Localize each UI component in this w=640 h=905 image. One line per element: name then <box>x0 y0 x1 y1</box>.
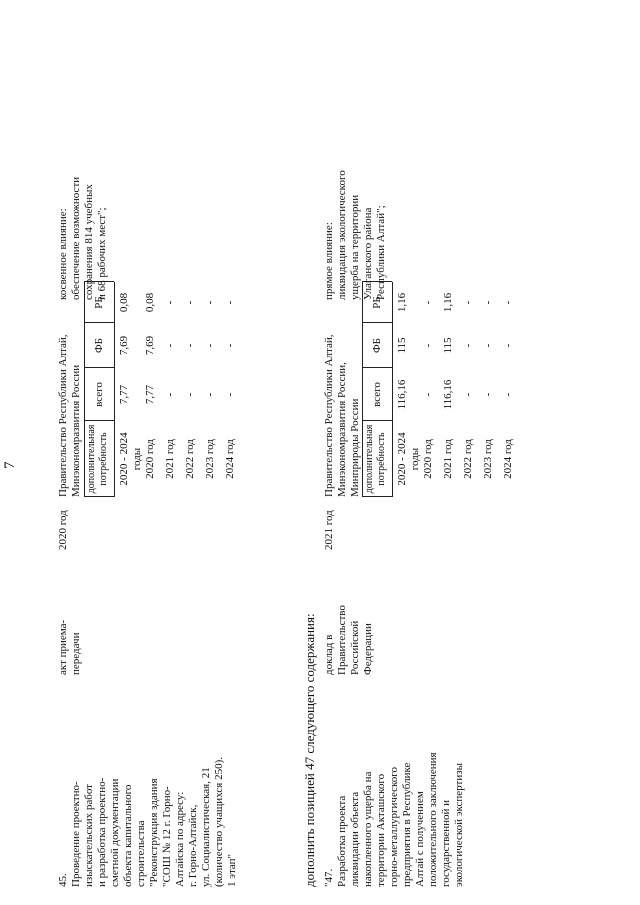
row47-rb-cell: - <box>502 300 514 305</box>
row45-total-cell: 7,77 <box>118 384 130 405</box>
row47-exec-line: Правительство Республики Алтай, <box>323 334 335 497</box>
row45-effect-line: обеспечение возможности <box>70 176 82 300</box>
row47-rb-cell: - <box>462 300 474 305</box>
row47-fb-header: ФБ <box>371 338 383 354</box>
row45-rb-cell: - <box>164 300 176 305</box>
row45-number-clean: 45. <box>57 873 69 887</box>
row45-exec-line: Минэкономразвития России <box>70 364 82 497</box>
row45-exec-line: Правительство Республики Алтай, <box>57 334 69 497</box>
row45-period: 2020 год <box>144 439 156 479</box>
row47-fb-cell: 115 <box>396 337 408 354</box>
row45-fb-cell: 7,69 <box>118 335 130 356</box>
row47-doc-line: Федерации <box>362 623 374 675</box>
row47-fb-cell: 115 <box>442 337 454 354</box>
row47-exec-line: Минэкономразвития России, <box>336 362 348 497</box>
row45-line: г. Горно-Алтайск, <box>187 804 199 887</box>
row47-fb-cell: - <box>422 343 434 348</box>
row47-fb-cell: - <box>462 343 474 348</box>
row45-total-cell: - <box>224 392 236 397</box>
row47-fb-cell: - <box>502 343 514 348</box>
row45-line: Проведение проектно- <box>70 781 82 887</box>
row47-total-header: всего <box>371 382 383 407</box>
row45-need-header: потребность <box>98 432 109 486</box>
row45-line: ул. Социалистическая, 21 <box>200 767 212 887</box>
row45-table-line <box>84 282 85 497</box>
row47-effect-line: ущерба на территории <box>349 194 361 300</box>
row45-line: "Реконструкция здания <box>148 778 160 887</box>
row47-line: накопленного ущерба на <box>362 771 374 887</box>
row47-total-cell: - <box>462 392 474 397</box>
row47-rb-cell: 1,16 <box>396 292 408 313</box>
row47-period: 2023 год <box>482 439 494 479</box>
row45-fb-cell: - <box>184 343 196 348</box>
row47-doc-line: Правительство <box>336 605 348 675</box>
row47-year: 2021 год <box>323 510 335 550</box>
page-number-clean: 7 <box>2 461 18 469</box>
row47-period: 2020 - 2024 <box>396 432 408 486</box>
row47-effect-line: Улаганского района <box>362 207 374 300</box>
row45-fb-cell: - <box>204 343 216 348</box>
row47-line: предприятия в Республике <box>401 762 413 887</box>
row45-description-clean <box>70 677 239 887</box>
row45-line: (количество учащихся 250). <box>213 757 225 887</box>
row47-line: горно-металлургического <box>388 766 400 887</box>
row47-rb-header: РБ <box>371 296 383 309</box>
row47-total-cell: 116,16 <box>442 379 454 410</box>
row47-rb-cell: 1,16 <box>442 292 454 313</box>
row45-rb-cell: - <box>224 300 236 305</box>
row47-number: "47. <box>323 868 335 887</box>
row45-line: объекта капитального <box>122 784 134 887</box>
row47-doc-line: Российской <box>349 620 361 675</box>
row45-total-cell: - <box>164 392 176 397</box>
row45-total-header: всего <box>93 382 105 407</box>
row45-effect-line: и 68 рабочих мест"; <box>96 207 108 300</box>
row45-line: строительства <box>135 820 147 887</box>
row47-period: 2021 год <box>442 439 454 479</box>
row45-fb-cell: - <box>224 343 236 348</box>
row45-period: 2023 год <box>204 439 216 479</box>
row47-line: Алтай с получением <box>414 791 426 887</box>
row45-period: годы <box>131 447 143 471</box>
row45-line: сметной документации <box>109 778 121 887</box>
row47-line: ликвидации объекта <box>349 791 361 887</box>
row47-line: государственной и <box>440 799 452 887</box>
row45-line: Алтайска по адресу: <box>174 791 186 887</box>
row45-rb-cell: - <box>204 300 216 305</box>
row45-rb-cell: 0,08 <box>118 292 130 313</box>
row47-table-line <box>362 282 363 497</box>
row45-doc-line: передачи <box>70 632 82 675</box>
row45-fb-cell: 7,69 <box>144 335 156 356</box>
row45-line: и разработка проектно- <box>96 777 108 887</box>
row47-period: 2022 год <box>462 439 474 479</box>
row45-line: "СОШ № 12 г. Горно- <box>161 786 173 887</box>
row45-effect-line: косвенное влияние: <box>57 208 69 300</box>
row45-total-cell: 7,77 <box>144 384 156 405</box>
row45-rb-cell: - <box>184 300 196 305</box>
row45-total-cell: - <box>204 392 216 397</box>
row47-table-line <box>392 282 393 497</box>
row47-line: Разработка проекта <box>336 795 348 887</box>
row45-doc-line: акт приема- <box>57 619 69 675</box>
row47-total-cell: - <box>482 392 494 397</box>
row45-period: 2020 - 2024 <box>118 432 130 486</box>
row47-need-header: потребность <box>376 432 387 486</box>
row45-fb-header: ФБ <box>93 338 105 354</box>
row45-year: 2020 год <box>57 510 69 550</box>
row47-effect-line: Республики Алтай"; <box>375 205 387 300</box>
row45-total-cell: - <box>184 392 196 397</box>
row47-rb-cell: - <box>482 300 494 305</box>
row45-rb-header: РБ <box>93 296 105 309</box>
row47-effect-line: ликвидация экологического <box>336 170 348 300</box>
row47-line: положительного заключения <box>427 752 439 887</box>
row47-rb-cell: - <box>422 300 434 305</box>
add-position-text: дополнить позицией 47 следующего содержания: <box>302 613 317 887</box>
row47-total-cell: 116,16 <box>396 379 408 410</box>
row47-total-cell: - <box>502 392 514 397</box>
row47-doc-line: доклад в <box>323 634 335 675</box>
row47-exec-line: Минприроды России <box>349 398 361 497</box>
row47-period: 2020 год <box>422 439 434 479</box>
row45-need-header: дополнительная <box>86 424 97 494</box>
row45-fb-cell: - <box>164 343 176 348</box>
row47-total-cell: - <box>422 392 434 397</box>
row45-period: 2022 год <box>184 439 196 479</box>
row45-period: 2021 год <box>164 439 176 479</box>
row47-line: экологической экспертизы <box>453 763 465 887</box>
row47-effect-line: прямое влияние: <box>323 222 335 300</box>
row47-period: годы <box>409 447 421 471</box>
row47-period: 2024 год <box>502 439 514 479</box>
row45-rb-cell: 0,08 <box>144 292 156 313</box>
row47-need-header: дополнительная <box>364 424 375 494</box>
row47-line: территории Акташского <box>375 773 387 887</box>
row45-period: 2024 год <box>224 439 236 479</box>
row47-fb-cell: - <box>482 343 494 348</box>
row45-table-line <box>114 282 115 497</box>
row45-effect-line: сохранения 814 учебных <box>83 184 95 300</box>
row45-line: изыскательских работ <box>83 784 95 887</box>
row45-line: 1 этап" <box>226 853 238 887</box>
